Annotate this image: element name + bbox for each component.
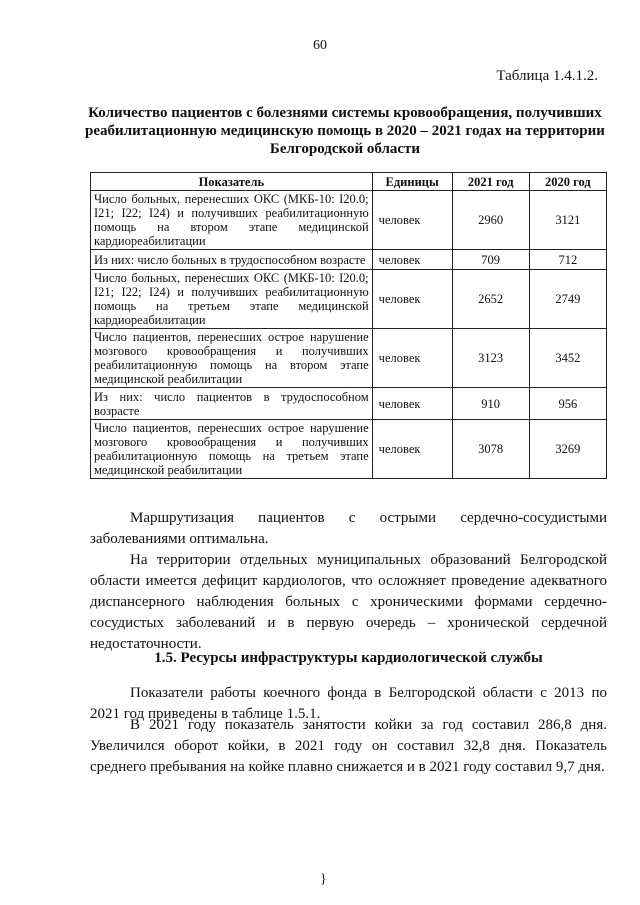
row-unit: человек [372, 250, 452, 270]
section-heading: 1.5. Ресурсы инфраструктуры кардиологической службы [154, 650, 543, 666]
table-row [91, 250, 607, 270]
row-value-2021: 2960 [452, 191, 529, 250]
table-row [91, 270, 607, 329]
paragraph-bed-occupancy: В 2021 году показатель занятости койки за год составил 286,8 дня. Увеличился оборот койки, в 2021 году он составил 32,8 дня. Показатель среднего пребывания на койке плавно снижается и в 2021 году составил 9,7 дня. [90, 717, 607, 775]
row-value-2020: 3269 [529, 420, 606, 479]
data-table [90, 172, 607, 479]
row-indicator: Число пациентов, перенесших острое нарушение мозгового кровообращения и получивших реабилитационную помощь на втором этапе медицинской реабилитации [91, 329, 373, 388]
row-value-2021: 2652 [452, 270, 529, 329]
table-title: Количество пациентов с болезнями системы кровообращения, получивших реабилитационную медицинскую помощь в 2020 – 2021 годах на территории Белгородской области [85, 105, 605, 157]
paragraph-bed-fund: Показатели работы коечного фонда в Белгородской области с 2013 по 2021 год приведены в таблице 1.5.1. [90, 685, 607, 722]
row-value-2021: 910 [452, 388, 529, 420]
header-year-2021: 2021 год [452, 173, 529, 191]
row-value-2021: 3078 [452, 420, 529, 479]
row-indicator: Из них: число больных в трудоспособном возрасте [91, 250, 373, 270]
row-unit: человек [372, 420, 452, 479]
row-unit: человек [372, 329, 452, 388]
row-value-2020: 2749 [529, 270, 606, 329]
table-row [91, 191, 607, 250]
row-unit: человек [372, 191, 452, 250]
row-indicator: Число пациентов, перенесших острое нарушение мозгового кровообращения и получивших реабилитационную помощь на третьем этапе медицинской реабилитации [91, 420, 373, 479]
row-value-2020: 956 [529, 388, 606, 420]
row-value-2020: 3452 [529, 329, 606, 388]
header-year-2020: 2020 год [529, 173, 606, 191]
row-unit: человек [372, 388, 452, 420]
row-unit: человек [372, 270, 452, 329]
row-indicator: Из них: число пациентов в трудоспособном возрасте [91, 388, 373, 420]
header-unit: Единицы [372, 173, 452, 191]
table-row [91, 420, 607, 479]
row-value-2021: 3123 [452, 329, 529, 388]
row-indicator: Число больных, перенесших ОКС (МКБ-10: I20.0; I21; I22; I24) и получивших реабилитационную помощь на третьем этапе медицинской кардиореабилитации [91, 270, 373, 329]
header-indicator: Показатель [91, 173, 373, 191]
page-number: 60 [313, 38, 327, 53]
paragraph-cardiologist-shortage: На территории отдельных муниципальных образований Белгородской области имеется дефицит кардиологов, что осложняет проведение адекватного диспансерного наблюдения больных с хроническими формами сердечно-сосудистых заболеваний и в первую очередь – хронической сердечной недостаточности. [90, 552, 607, 652]
table-row [91, 329, 607, 388]
row-indicator: Число больных, перенесших ОКС (МКБ-10: I20.0; I21; I22; I24) и получивших реабилитационную помощь на втором этапе медицинской кардиореабилитации [91, 191, 373, 250]
row-value-2020: 3121 [529, 191, 606, 250]
bottom-mark: } [320, 872, 327, 887]
row-value-2020: 712 [529, 250, 606, 270]
table-header-row [91, 173, 607, 191]
row-value-2021: 709 [452, 250, 529, 270]
paragraph-routing: Маршрутизация пациентов с острыми сердечно-сосудистыми заболеваниями оптимальна. [90, 510, 607, 547]
table-row [91, 388, 607, 420]
table-label: Таблица 1.4.1.2. [496, 68, 598, 84]
